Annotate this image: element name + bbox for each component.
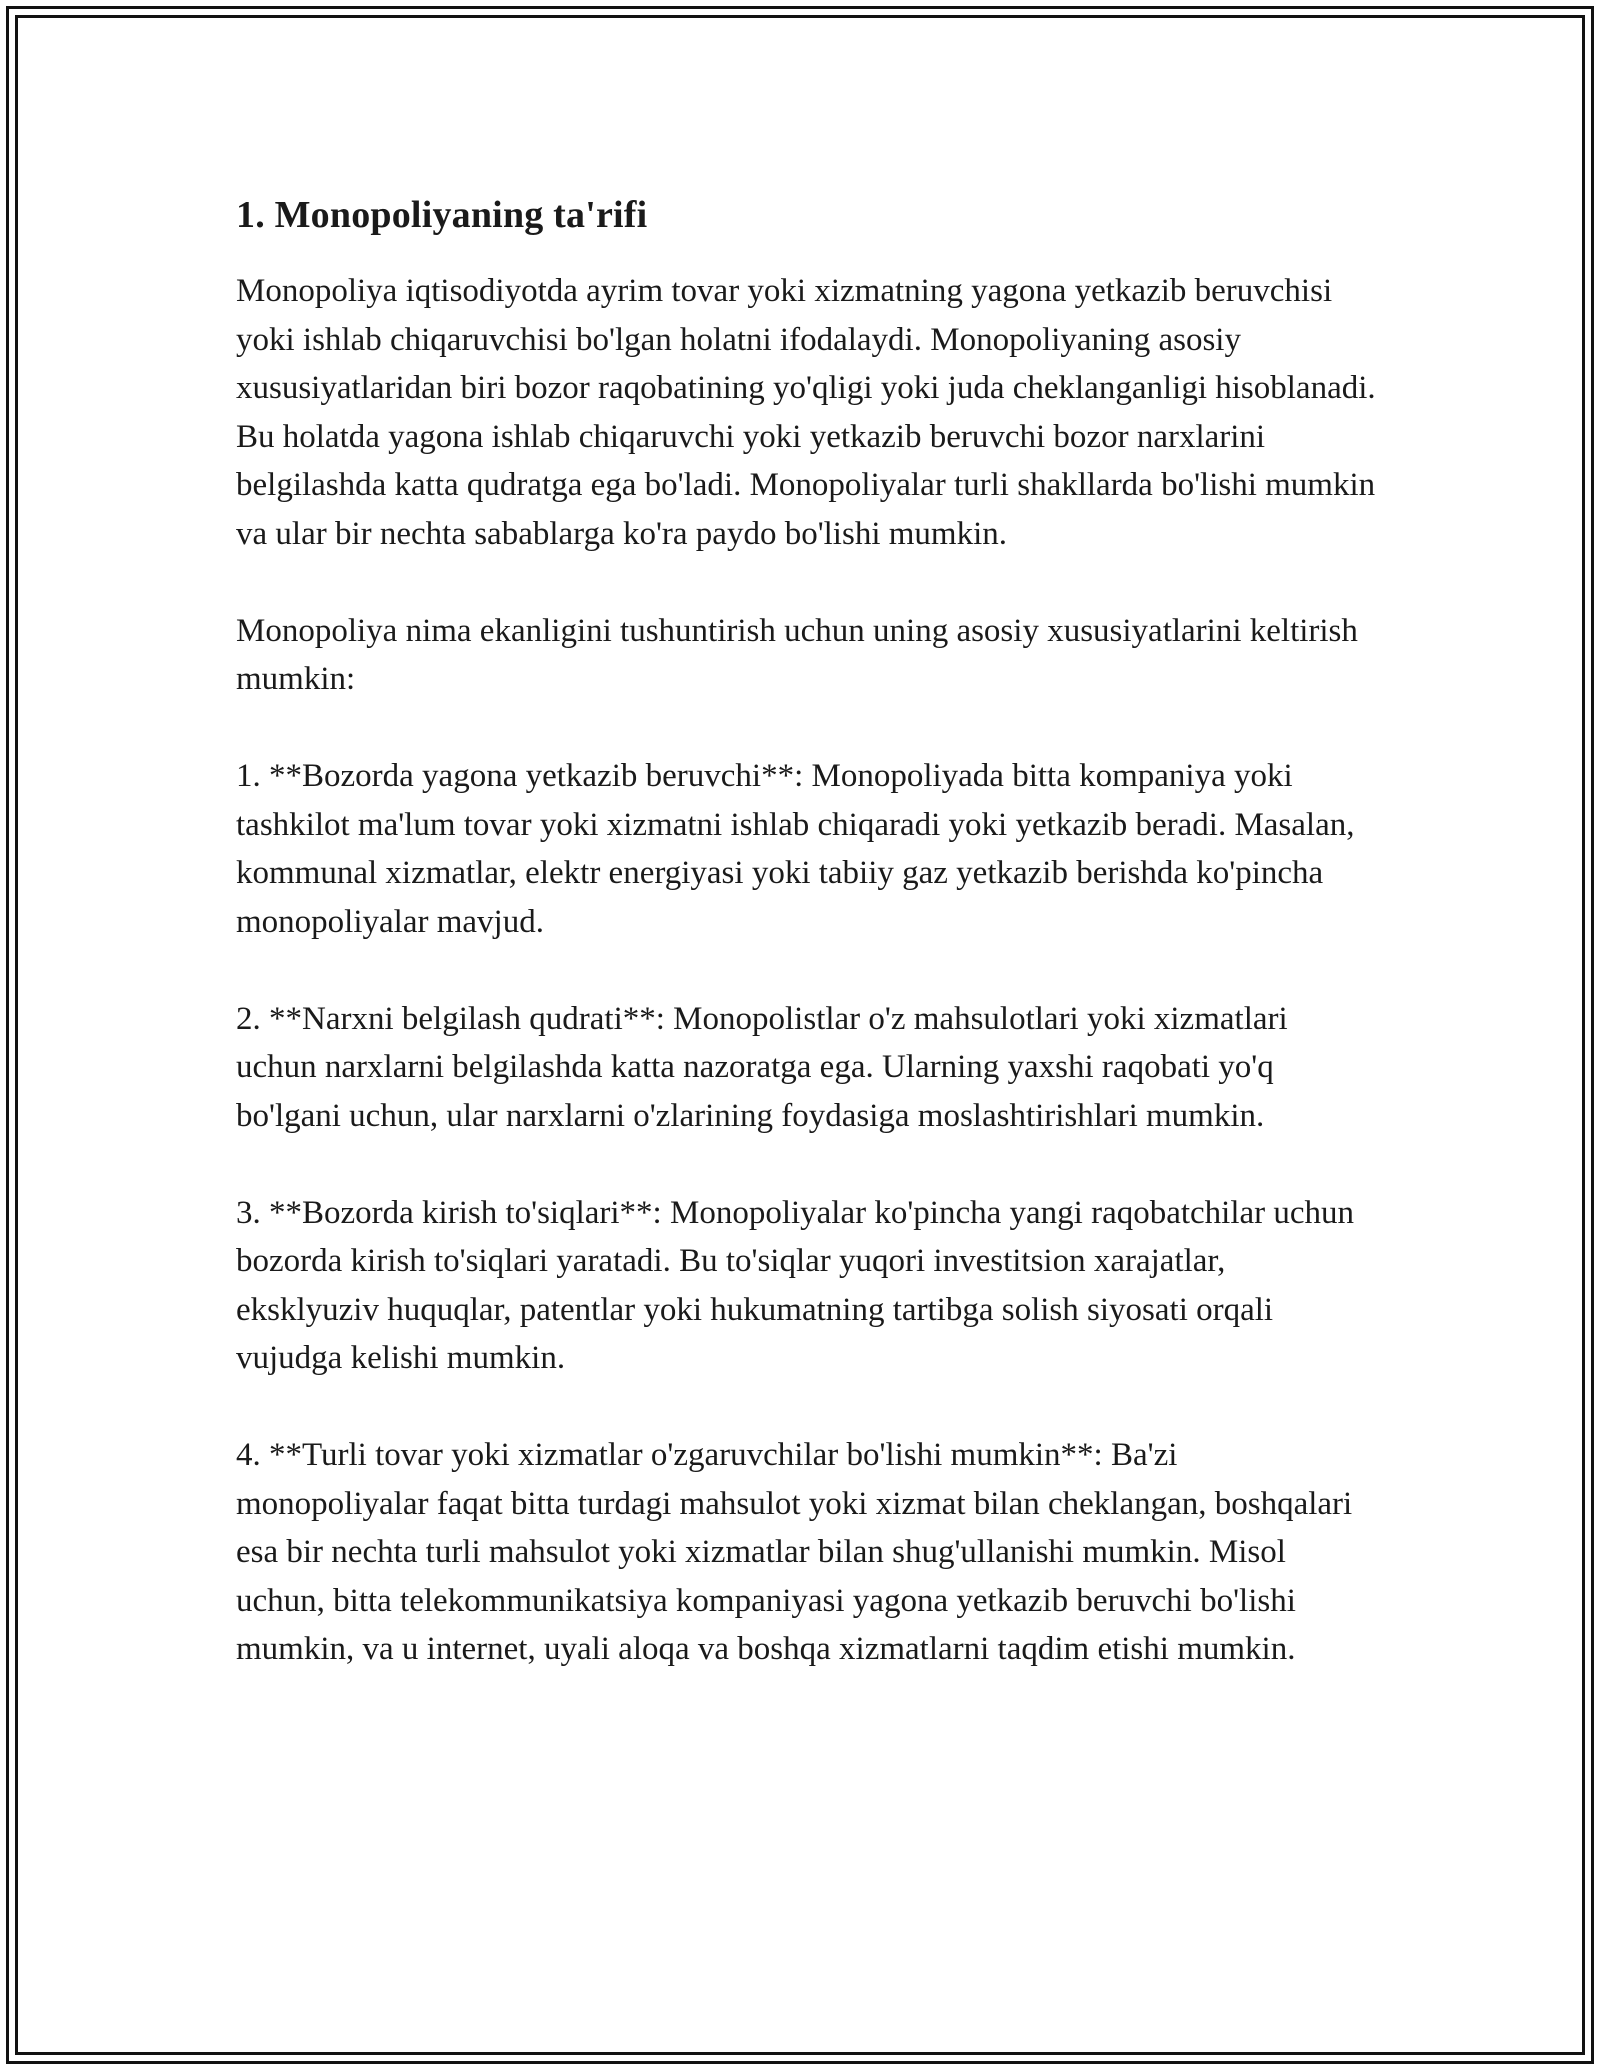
- paragraph-spacer: [236, 558, 1376, 607]
- paragraph-spacer: [236, 704, 1376, 753]
- list-item-1: 1. **Bozorda yagona yetkazib beruvchi**: Monopoliyada bitta kompaniya yoki tashkilot ma'lum tovar yoki xizmatni ishlab chiqaradi yoki yetkazib beradi. Masalan, kommunal xizmatlar, elektr energiyasi yoki tabiiy gaz yetkazib berishda ko'pincha monopoliyalar mavjud.: [236, 758, 1355, 940]
- intro-paragraph: Monopoliya iqtisodiyotda ayrim tovar yoki xizmatning yagona yetkazib beruvchisi yoki ishlab chiqaruvchisi bo'lgan holatni ifodalaydi. Monopoliyaning asosiy xususiyatlaridan biri bozor raqobatining yo'qligi yoki juda cheklanganligi hisoblanadi. Bu holatda yagona ishlab chiqaruvchi yoki yetkazib beruvchi bozor narxlarini belgilashda katta qudratga ega bo'ladi. Monopoliyalar turli shakllarda bo'lishi mumkin va ular bir nechta sabablarga ko'ra paydo bo'lishi mumkin.: [236, 273, 1376, 552]
- paragraph-spacer: [236, 946, 1376, 995]
- section-heading: 1. Monopoliyaning ta'rifi: [236, 194, 648, 236]
- list-item-4: 4. **Turli tovar yoki xizmatlar o'zgaruvchilar bo'lishi mumkin**: Ba'zi monopoliyalar faqat bitta turdagi mahsulot yoki xizmat bilan cheklangan, boshqalari esa bir nechta turli mahsulot yoki xizmatlar bilan shug'ullanishi mumkin. Misol uchun, bitta telekommunikatsiya kompaniyasi yagona yetkazib beruvchi bo'lishi mumkin, va u internet, uyali aloqa va boshqa xizmatlarni taqdim etishi mumkin.: [236, 1437, 1353, 1667]
- paragraph-spacer: [236, 1383, 1376, 1432]
- features-lead-paragraph: Monopoliya nima ekanligini tushuntirish uchun uning asosiy xususiyatlarini keltirish mumkin:: [236, 612, 1358, 697]
- document-body: [236, 183, 1376, 1674]
- list-item-2: 2. **Narxni belgilash qudrati**: Monopolistlar o'z mahsulotlari yoki xizmatlari uchun narxlarni belgilashda katta nazoratga ega. Ularning yaxshi raqobati yo'q bo'lgani uchun, ular narxlarni o'zlarining foydasiga moslashtirishlari mumkin.: [236, 1000, 1288, 1134]
- paragraph-spacer: [236, 1140, 1376, 1189]
- list-item-3: 3. **Bozorda kirish to'siqlari**: Monopoliyalar ko'pincha yangi raqobatchilar uchun bozorda kirish to'siqlari yaratadi. Bu to'siqlar yuqori investitsion xarajatlar, eksklyuziv huquqlar, patentlar yoki hukumatning tartibga solish siyosati orqali vujudga kelishi mumkin.: [236, 1194, 1355, 1376]
